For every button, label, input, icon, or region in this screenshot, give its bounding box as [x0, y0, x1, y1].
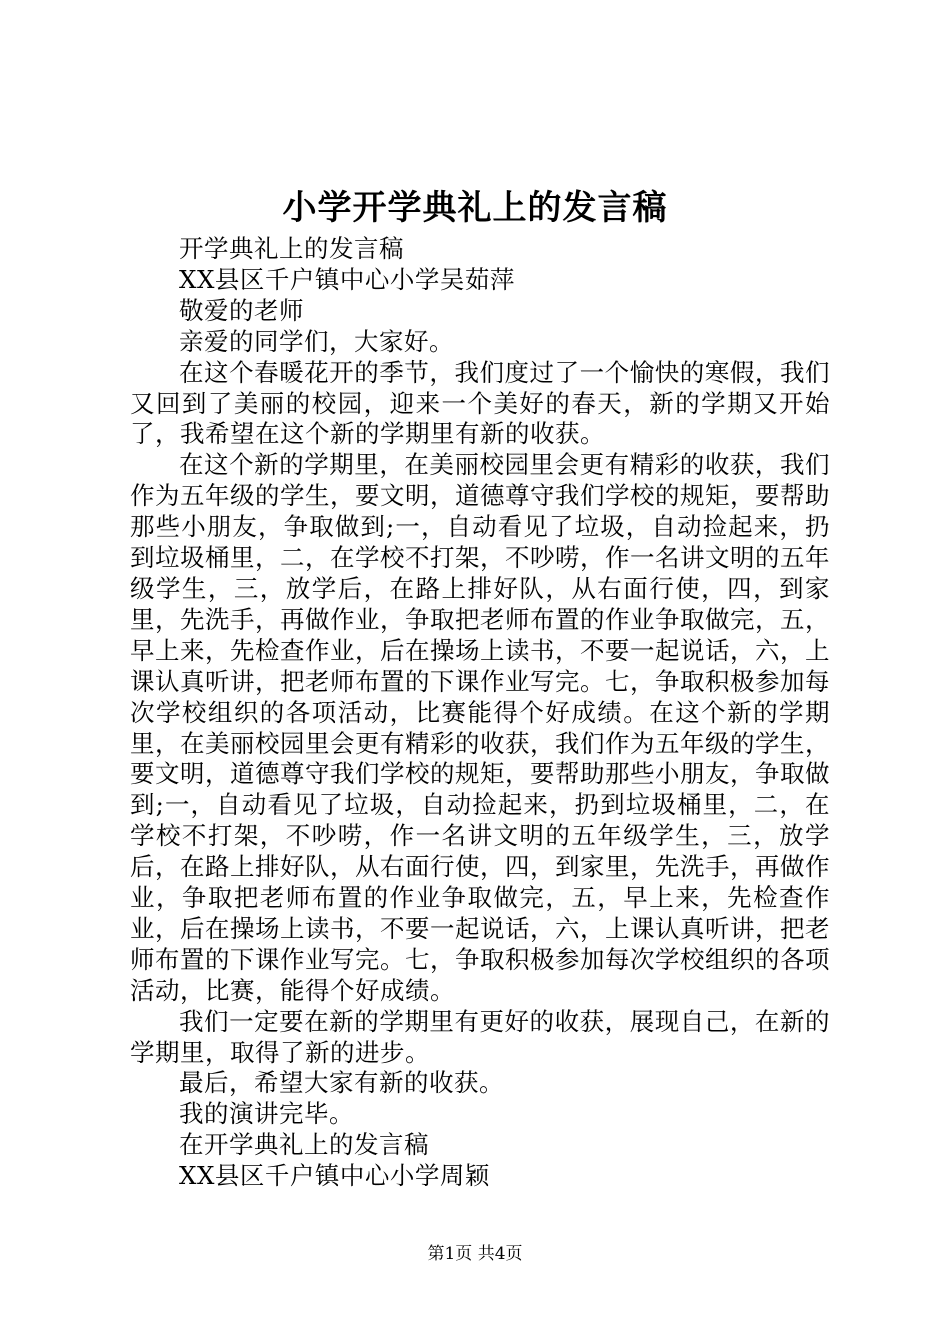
paragraph: 我的演讲完毕。 [179, 1099, 354, 1129]
paragraph: 最后，希望大家有新的收获。 [179, 1068, 504, 1098]
document-body [130, 234, 830, 1192]
paragraph: 在开学典礼上的发言稿 [179, 1130, 429, 1160]
page-footer: 第1页 共4页 [427, 1244, 523, 1264]
paragraph: 在这个春暖花开的季节，我们度过了一个愉快的寒假，我们又回到了美丽的校园，迎来一个美好的春天，新的学期又开始了，我希望在这个新的学期里有新的收获。 [130, 357, 830, 449]
paragraph: 敬爱的老师 [179, 295, 304, 325]
paragraph: XX县区千户镇中心小学吴茹萍 [179, 264, 515, 294]
paragraph: 亲爱的同学们，大家好。 [179, 326, 454, 356]
paragraph: XX县区千户镇中心小学周颖 [179, 1161, 490, 1191]
paragraph: 在这个新的学期里，在美丽校园里会更有精彩的收获，我们作为五年级的学生，要文明，道德尊守我们学校的规矩，要帮助那些小朋友，争取做到;一，自动看见了垃圾，自动捡起来，扔到垃圾桶里，二，在学校不打架，不吵唠，作一名讲文明的五年级学生，三，放学后，在路上排好队，从右面行使，四，到家里，先洗手，再做作业，争取把老师布置的作业争取做完，五，早上来，先检查作业，后在操场上读书，不要一起说话，六，上课认真听讲，把老师布置的下课作业写完。七，争取积极参加每次学校组织的各项活动，比赛能得个好成绩。在这个新的学期里，在美丽校园里会更有精彩的收获，我们作为五年级的学生，要文明，道德尊守我们学校的规矩，要帮助那些小朋友，争取做到;一，自动看见了垃圾，自动捡起来，扔到垃圾桶里，二，在学校不打架，不吵唠，作一名讲文明的五年级学生，三，放学后，在路上排好队，从右面行使，四，到家里，先洗手，再做作业，争取把老师布置的作业争取做完，五，早上来，先检查作业，后在操场上读书，不要一起说话，六，上课认真听讲，把老师布置的下课作业写完。七，争取积极参加每次学校组织的各项活动，比赛，能得个好成绩。 [130, 450, 830, 1005]
paragraph: 开学典礼上的发言稿 [179, 234, 404, 263]
paragraph: 我们一定要在新的学期里有更好的收获，展现自己，在新的学期里，取得了新的进步。 [130, 1006, 830, 1067]
document-title: 小学开学典礼上的发言稿 [282, 188, 668, 228]
